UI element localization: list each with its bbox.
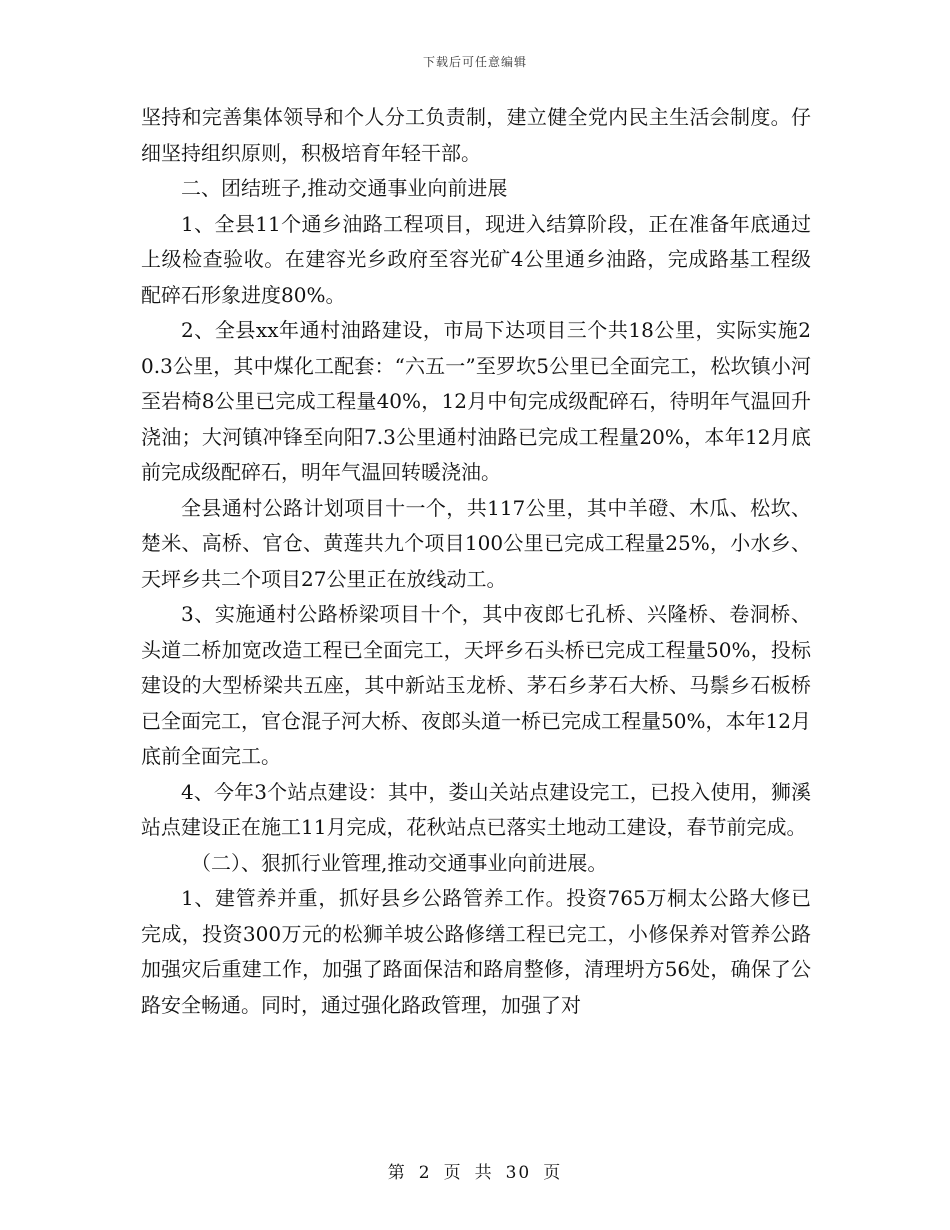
paragraph-3: 1、全县11个通乡油路工程项目，现进入结算阶段，正在准备年底通过上级检查验收。在建容光乡政府至容光矿4公里通乡油路，完成路基工程级配碎石形象进度80%。: [141, 211, 811, 307]
paragraph-6: 3、实施通村公路桥梁项目十个，其中夜郎七孔桥、兴隆桥、卷洞桥、头道二桥加宽改造工程已全面完工，天坪乡石头桥已完成工程量50%，投标建设的大型桥梁共五座，其中新站玉龙桥、茅石乡茅石大桥、马鬃乡石板桥已全面完工，官仓混子河大桥、夜郎头道一桥已完成工程量50%，本年12月底前全面完工。: [141, 602, 811, 768]
paragraph-7: 4、今年3个站点建设：其中，娄山关站点建设完工，已投入使用，狮溪站点建设正在施工11月完成，花秋站点已落实土地动工建设，春节前完成。: [141, 779, 811, 839]
footer-current-page: 2: [418, 1163, 432, 1183]
page-header: 下载后可任意编辑: [422, 55, 527, 69]
footer-label-page: 第: [387, 1163, 407, 1183]
footer-total-pages: 30: [505, 1163, 532, 1183]
paragraph-1: 坚持和完善集体领导和个人分工负责制，建立健全党内民主生活会制度。仔细坚持组织原则，积极培育年轻干部。: [141, 105, 811, 165]
footer-label-total: 共: [474, 1163, 494, 1183]
document-body: [141, 100, 811, 1023]
footer-label-unit2: 页: [543, 1163, 563, 1183]
section-heading-2: 二、团结班子,推动交通事业向前进展: [181, 176, 508, 200]
page-footer: [0, 1158, 950, 1183]
section-heading-8: （二）、狠抓行业管理,推动交通事业向前进展。: [191, 850, 608, 875]
paragraph-4: 2、全县xx年通村油路建设，市局下达项目三个共18公里，实际实施20.3公里，其中煤化工配套：“六五一”至罗坎5公里已全面完工，松坎镇小河至岩椅8公里已完成工程量40%，12月中旬完成级配碎石，待明年气温回升浇油；大河镇冲锋至向阳7.3公里通村油路已完成工程量20%，本年12月底前完成级配碎石，明年气温回转暖浇油。: [141, 318, 811, 484]
paragraph-9: 1、建管养并重，抓好县乡公路管养工作。投资765万桐太公路大修已完成，投资300万元的松狮羊坡公路修缮工程已完工，小修保养对管养公路加强灾后重建工作，加强了路面保洁和路肩整修，清理坍方56处，确保了公路安全畅通。同时，通过强化路政管理，加强了对: [141, 886, 811, 1017]
footer-label-unit: 页: [443, 1163, 463, 1183]
paragraph-5: 全县通村公路计划项目十一个，共117公里，其中羊磴、木瓜、松坎、楚米、高桥、官仓、黄莲共九个项目100公里已完成工程量25%，小水乡、天坪乡共二个项目27公里正在放线动工。: [141, 495, 811, 591]
